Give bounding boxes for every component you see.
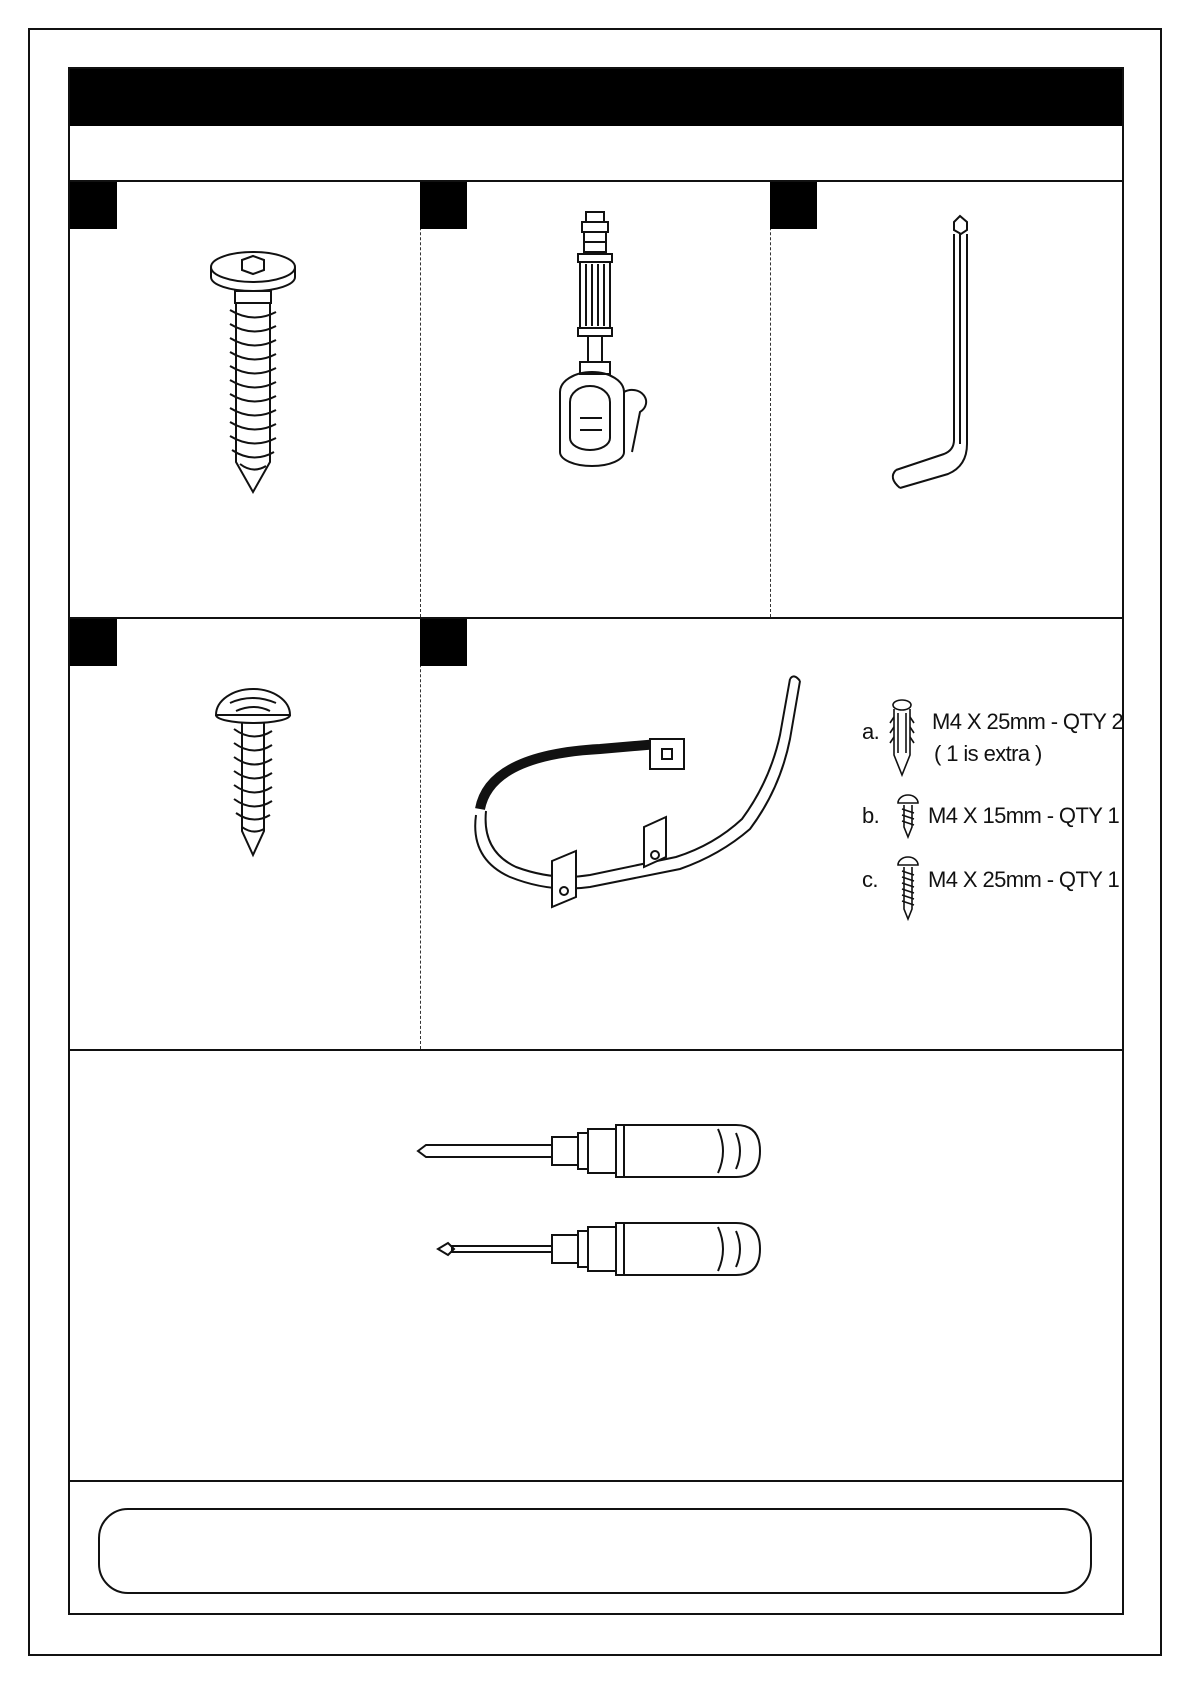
pan-head-screw-icon	[70, 619, 420, 1049]
hardware-panel-e	[420, 619, 1126, 1049]
hex-key-icon	[770, 182, 1126, 617]
flathead-screwdriver-icon	[418, 1119, 798, 1189]
screw-thread	[230, 303, 276, 492]
spec-text: M4 X 25mm - QTY 2	[932, 709, 1124, 734]
subtitle-row	[70, 126, 1122, 182]
spec-note: ( 1 is extra )	[934, 741, 1042, 766]
hex-screw-icon	[70, 182, 420, 617]
spec-text: M4 X 25mm - QTY 1	[928, 867, 1120, 892]
spec-letter: a.	[862, 719, 880, 744]
wall-anchor-icon	[888, 699, 916, 779]
title-bar	[70, 69, 1122, 126]
hardware-panel-b	[420, 182, 770, 617]
hardware-sheet	[68, 67, 1124, 1615]
hardware-panel-d	[70, 619, 420, 1049]
spec-letter: c.	[862, 867, 878, 892]
phillips-screwdriver-icon	[438, 1217, 798, 1287]
short-screw-icon	[896, 793, 920, 839]
cam-lock-icon	[420, 182, 770, 617]
hardware-panel-a	[70, 182, 420, 617]
row-divider	[70, 1480, 1122, 1482]
hardware-panel-c	[770, 182, 1126, 617]
note-box	[98, 1508, 1092, 1594]
tools-panel	[70, 1051, 1126, 1480]
spec-letter: b.	[862, 803, 880, 828]
anti-tip-spec-list	[862, 707, 1132, 937]
spec-text: M4 X 15mm - QTY 1	[928, 803, 1120, 828]
long-screw-icon	[896, 855, 920, 921]
